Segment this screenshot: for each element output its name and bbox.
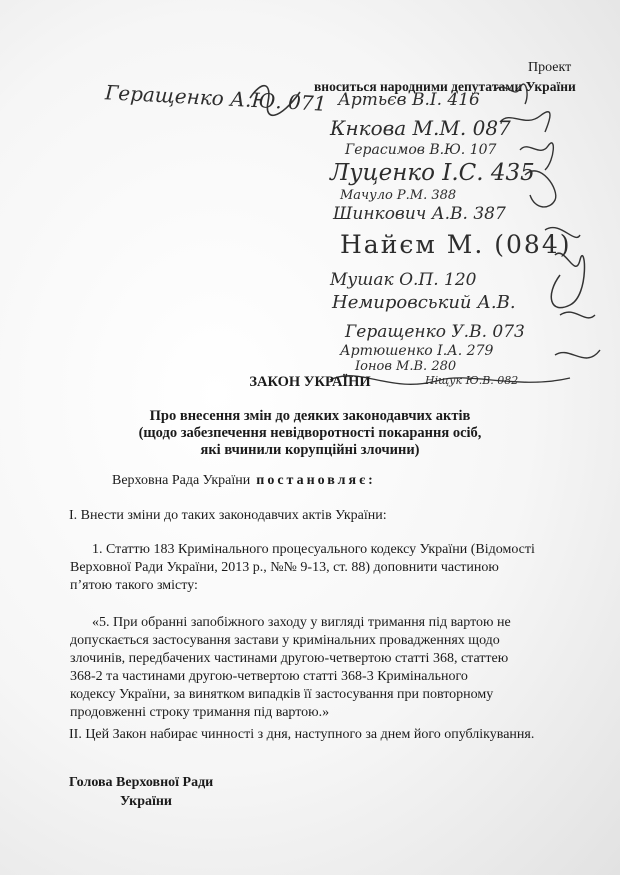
subject-line: (щодо забезпечення невідворотності покарання осіб, — [138, 425, 482, 441]
signature-6: Шинкович А.В. 387 — [333, 204, 506, 224]
quote-line: допускається застосування застави у кримінальних провадженнях щодо — [70, 633, 500, 648]
quote-line: продовженні строку тримання під вартою.» — [70, 705, 330, 720]
signature-5: Мачуло Р.М. 388 — [340, 188, 457, 203]
signature-1: Артьєв В.І. 416 — [338, 90, 480, 110]
signature-0: Геращенко А.Ю. 071 — [104, 80, 327, 116]
signature-13: Ніщук Ю.В. 082 — [425, 374, 519, 387]
law-subject — [0, 408, 620, 459]
enacting-word: постановляє: — [256, 473, 376, 488]
signature-7: Найєм М. (084) — [340, 230, 572, 259]
project-label: Проект — [528, 60, 572, 75]
signature-9: Немировський А.В. — [332, 292, 516, 313]
quote-line: злочинів, передбачених частинами другою-четвертою статті 368, статтею — [70, 651, 509, 666]
signature-11: Артюшенко І.А. 279 — [340, 343, 494, 359]
signature-3: Герасимов В.Ю. 107 — [345, 142, 497, 158]
deputy-signatures — [0, 80, 620, 400]
enacting-prefix: Верховна Рада України — [112, 473, 251, 488]
item-1-line: 1. Статтю 183 Кримінального процесуального кодексу України (Відомості — [92, 542, 535, 557]
signature-8: Мушак О.П. 120 — [330, 270, 477, 290]
quote-line: «5. При обранні запобіжного заходу у вигляді тримання під вартою не — [92, 615, 511, 630]
subject-line: Про внесення змін до деяких законодавчих актів — [149, 408, 471, 424]
signatory-title: Голова Верховної Ради — [69, 775, 214, 790]
signature-2: Кнкова М.М. 087 — [330, 116, 511, 140]
enacting-clause — [112, 473, 376, 489]
signatory-title-2: України — [120, 794, 173, 809]
quote-line: 368-2 та частинами другою-четвертою статті 368-3 Кримінального — [70, 669, 468, 684]
section-2: ІІ. Цей Закон набирає чинності з дня, наступного за днем його опублікування. — [69, 727, 535, 742]
law-title: ЗАКОН УКРАЇНИ — [249, 374, 371, 390]
signature-10: Геращенко У.В. 073 — [345, 322, 525, 342]
subject-line: які вчинили корупційні злочини) — [200, 442, 420, 458]
signature-12: Іонов М.В. 280 — [355, 359, 457, 374]
signature-4: Луценко І.С. 435 — [330, 160, 535, 186]
item-1 — [70, 541, 535, 595]
quoted-amendment — [70, 614, 511, 722]
item-1-line: п’ятою такого змісту: — [70, 578, 198, 593]
quote-line: кодексу України, за винятком випадків її застосування при повторному — [70, 687, 494, 702]
item-1-line: Верховної Ради України, 2013 р., №№ 9-13, ст. 88) доповнити частиною — [70, 560, 499, 575]
section-1-heading: І. Внести зміни до таких законодавчих актів України: — [69, 508, 387, 523]
submitted-by-line: вноситься народними депутатами України — [314, 79, 576, 94]
